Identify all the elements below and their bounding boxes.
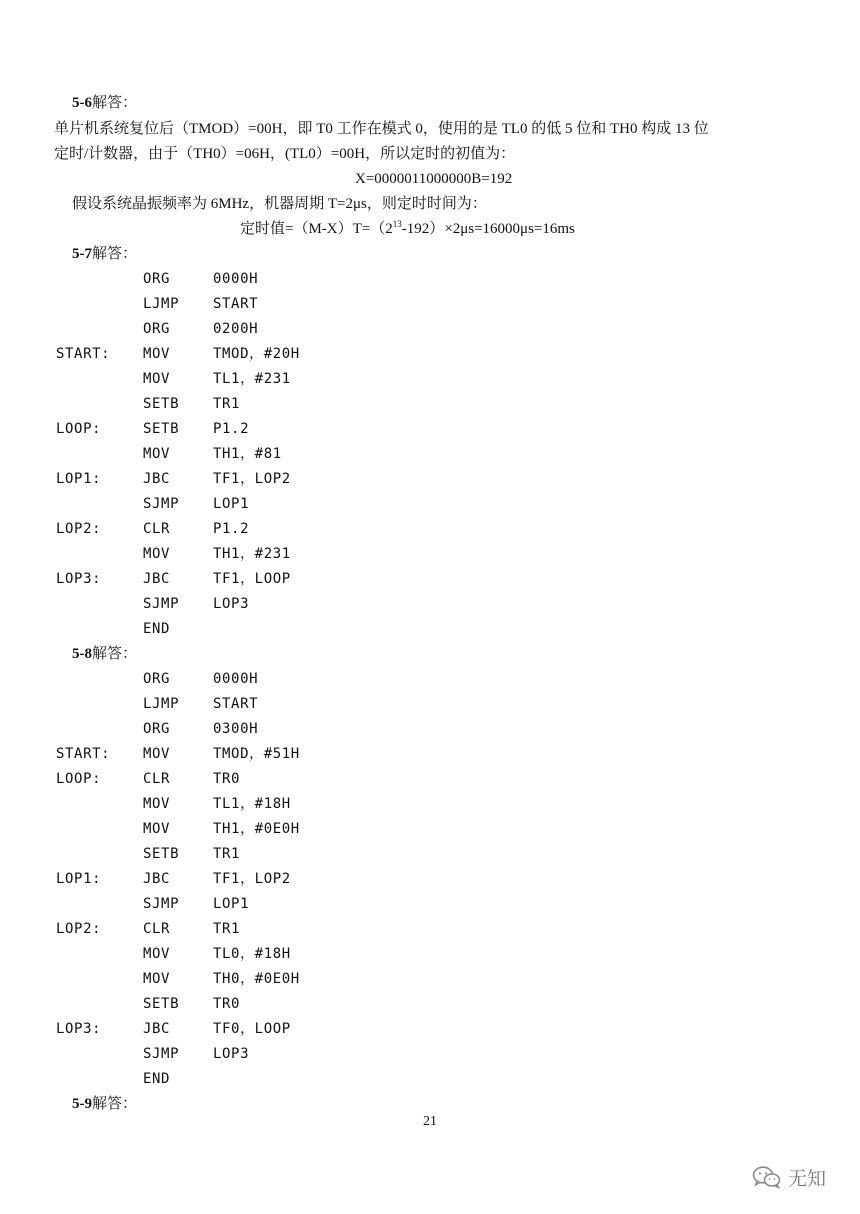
code-operand: 0200H — [213, 321, 259, 337]
code-operand: TR0 — [213, 996, 241, 1012]
code-operand: LOP1 — [213, 896, 250, 912]
code-operand: TL1，#231 — [213, 371, 291, 387]
code-mnemonic: SETB — [143, 996, 180, 1012]
heading-5-9: 5-9解答： — [72, 1096, 138, 1112]
code-operand: TR1 — [213, 846, 241, 862]
formula-initial-value: X=0000011000000B=192 — [355, 171, 513, 187]
code-operand: TR1 — [213, 396, 241, 412]
code-operand: LOP1 — [213, 496, 250, 512]
code-operand: 0300H — [213, 721, 259, 737]
code-operand: LOP3 — [213, 596, 250, 612]
code-label: LOP1: — [56, 471, 102, 487]
watermark — [752, 1162, 826, 1192]
code-label: LOP1: — [56, 871, 102, 887]
code-label: START: — [56, 346, 111, 362]
code-operand: TL1，#18H — [213, 796, 291, 812]
wechat-icon — [752, 1165, 782, 1189]
code-mnemonic: SJMP — [143, 1046, 180, 1062]
code-operand: TH1，#81 — [213, 446, 282, 462]
code-label: LOP2: — [56, 521, 102, 537]
code-operand: 0000H — [213, 671, 259, 687]
code-operand: TF1，LOP2 — [213, 471, 291, 487]
exponent: 13 — [392, 219, 402, 229]
code-label: START: — [56, 746, 111, 762]
code-operand: TH1，#0E0H — [213, 821, 300, 837]
code-operand: LOP3 — [213, 1046, 250, 1062]
code-mnemonic: LJMP — [143, 296, 180, 312]
code-mnemonic: MOV — [143, 946, 171, 962]
heading-5-6: 5-6解答： — [72, 95, 138, 111]
code-mnemonic: MOV — [143, 821, 171, 837]
code-mnemonic: ORG — [143, 271, 171, 287]
code-mnemonic: SJMP — [143, 896, 180, 912]
code-mnemonic: MOV — [143, 371, 171, 387]
code-operand: TF1，LOOP — [213, 571, 291, 587]
paragraph-5-6-line2: 定时/计数器，由于（TH0）=06H，(TL0）=00H，所以定时的初值为： — [54, 146, 516, 162]
code-mnemonic: JBC — [143, 471, 171, 487]
code-operand: TL0，#18H — [213, 946, 291, 962]
code-mnemonic: ORG — [143, 671, 171, 687]
code-label: LOP2: — [56, 921, 102, 937]
code-mnemonic: ORG — [143, 321, 171, 337]
code-mnemonic: LJMP — [143, 696, 180, 712]
code-mnemonic: JBC — [143, 1021, 171, 1037]
code-mnemonic: SETB — [143, 421, 180, 437]
code-operand: TH0，#0E0H — [213, 971, 300, 987]
code-mnemonic: MOV — [143, 546, 171, 562]
code-mnemonic: ORG — [143, 721, 171, 737]
code-mnemonic: MOV — [143, 796, 171, 812]
code-mnemonic: CLR — [143, 771, 171, 787]
code-mnemonic: SJMP — [143, 596, 180, 612]
code-operand: 0000H — [213, 271, 259, 287]
code-mnemonic: MOV — [143, 446, 171, 462]
page-number: 21 — [423, 1114, 437, 1129]
code-mnemonic: MOV — [143, 746, 171, 762]
code-mnemonic: JBC — [143, 571, 171, 587]
code-operand: P1.2 — [213, 421, 250, 437]
code-mnemonic: END — [143, 621, 171, 637]
code-operand: TMOD，#20H — [213, 346, 300, 362]
code-mnemonic: CLR — [143, 921, 171, 937]
code-operand: TH1，#231 — [213, 546, 291, 562]
heading-5-7: 5-7解答： — [72, 246, 138, 262]
code-label: LOP3: — [56, 571, 102, 587]
code-label: LOOP: — [56, 771, 102, 787]
paragraph-5-6-line3: 假设系统晶振频率为 6MHz，机器周期 T=2μs，则定时时间为： — [72, 196, 487, 212]
code-label: LOOP: — [56, 421, 102, 437]
code-operand: P1.2 — [213, 521, 250, 537]
code-operand: TF0，LOOP — [213, 1021, 291, 1037]
formula-timer-value: 定时值$=(M-X)T=(2^{13}-192)\times 2\mu s=16000\mu s=16ms$ — [240, 219, 575, 237]
paragraph-5-6-line1: 单片机系统复位后（TMOD）=00H，即 T0 工作在模式 0，使用的是 TL0 的低 5 位和 TH0 构成 13 位 — [54, 121, 709, 137]
code-operand: TR0 — [213, 771, 241, 787]
heading-5-8: 5-8解答： — [72, 646, 138, 662]
code-operand: TF1，LOP2 — [213, 871, 291, 887]
code-mnemonic: SETB — [143, 846, 180, 862]
code-operand: START — [213, 296, 259, 312]
code-mnemonic: JBC — [143, 871, 171, 887]
code-operand: TMOD，#51H — [213, 746, 300, 762]
code-operand: START — [213, 696, 259, 712]
code-mnemonic: SJMP — [143, 496, 180, 512]
code-operand: TR1 — [213, 921, 241, 937]
code-mnemonic: END — [143, 1071, 171, 1087]
code-mnemonic: SETB — [143, 396, 180, 412]
watermark-text: 无知 — [788, 1167, 827, 1190]
code-mnemonic: MOV — [143, 346, 171, 362]
code-mnemonic: CLR — [143, 521, 171, 537]
code-label: LOP3: — [56, 1021, 102, 1037]
code-mnemonic: MOV — [143, 971, 171, 987]
